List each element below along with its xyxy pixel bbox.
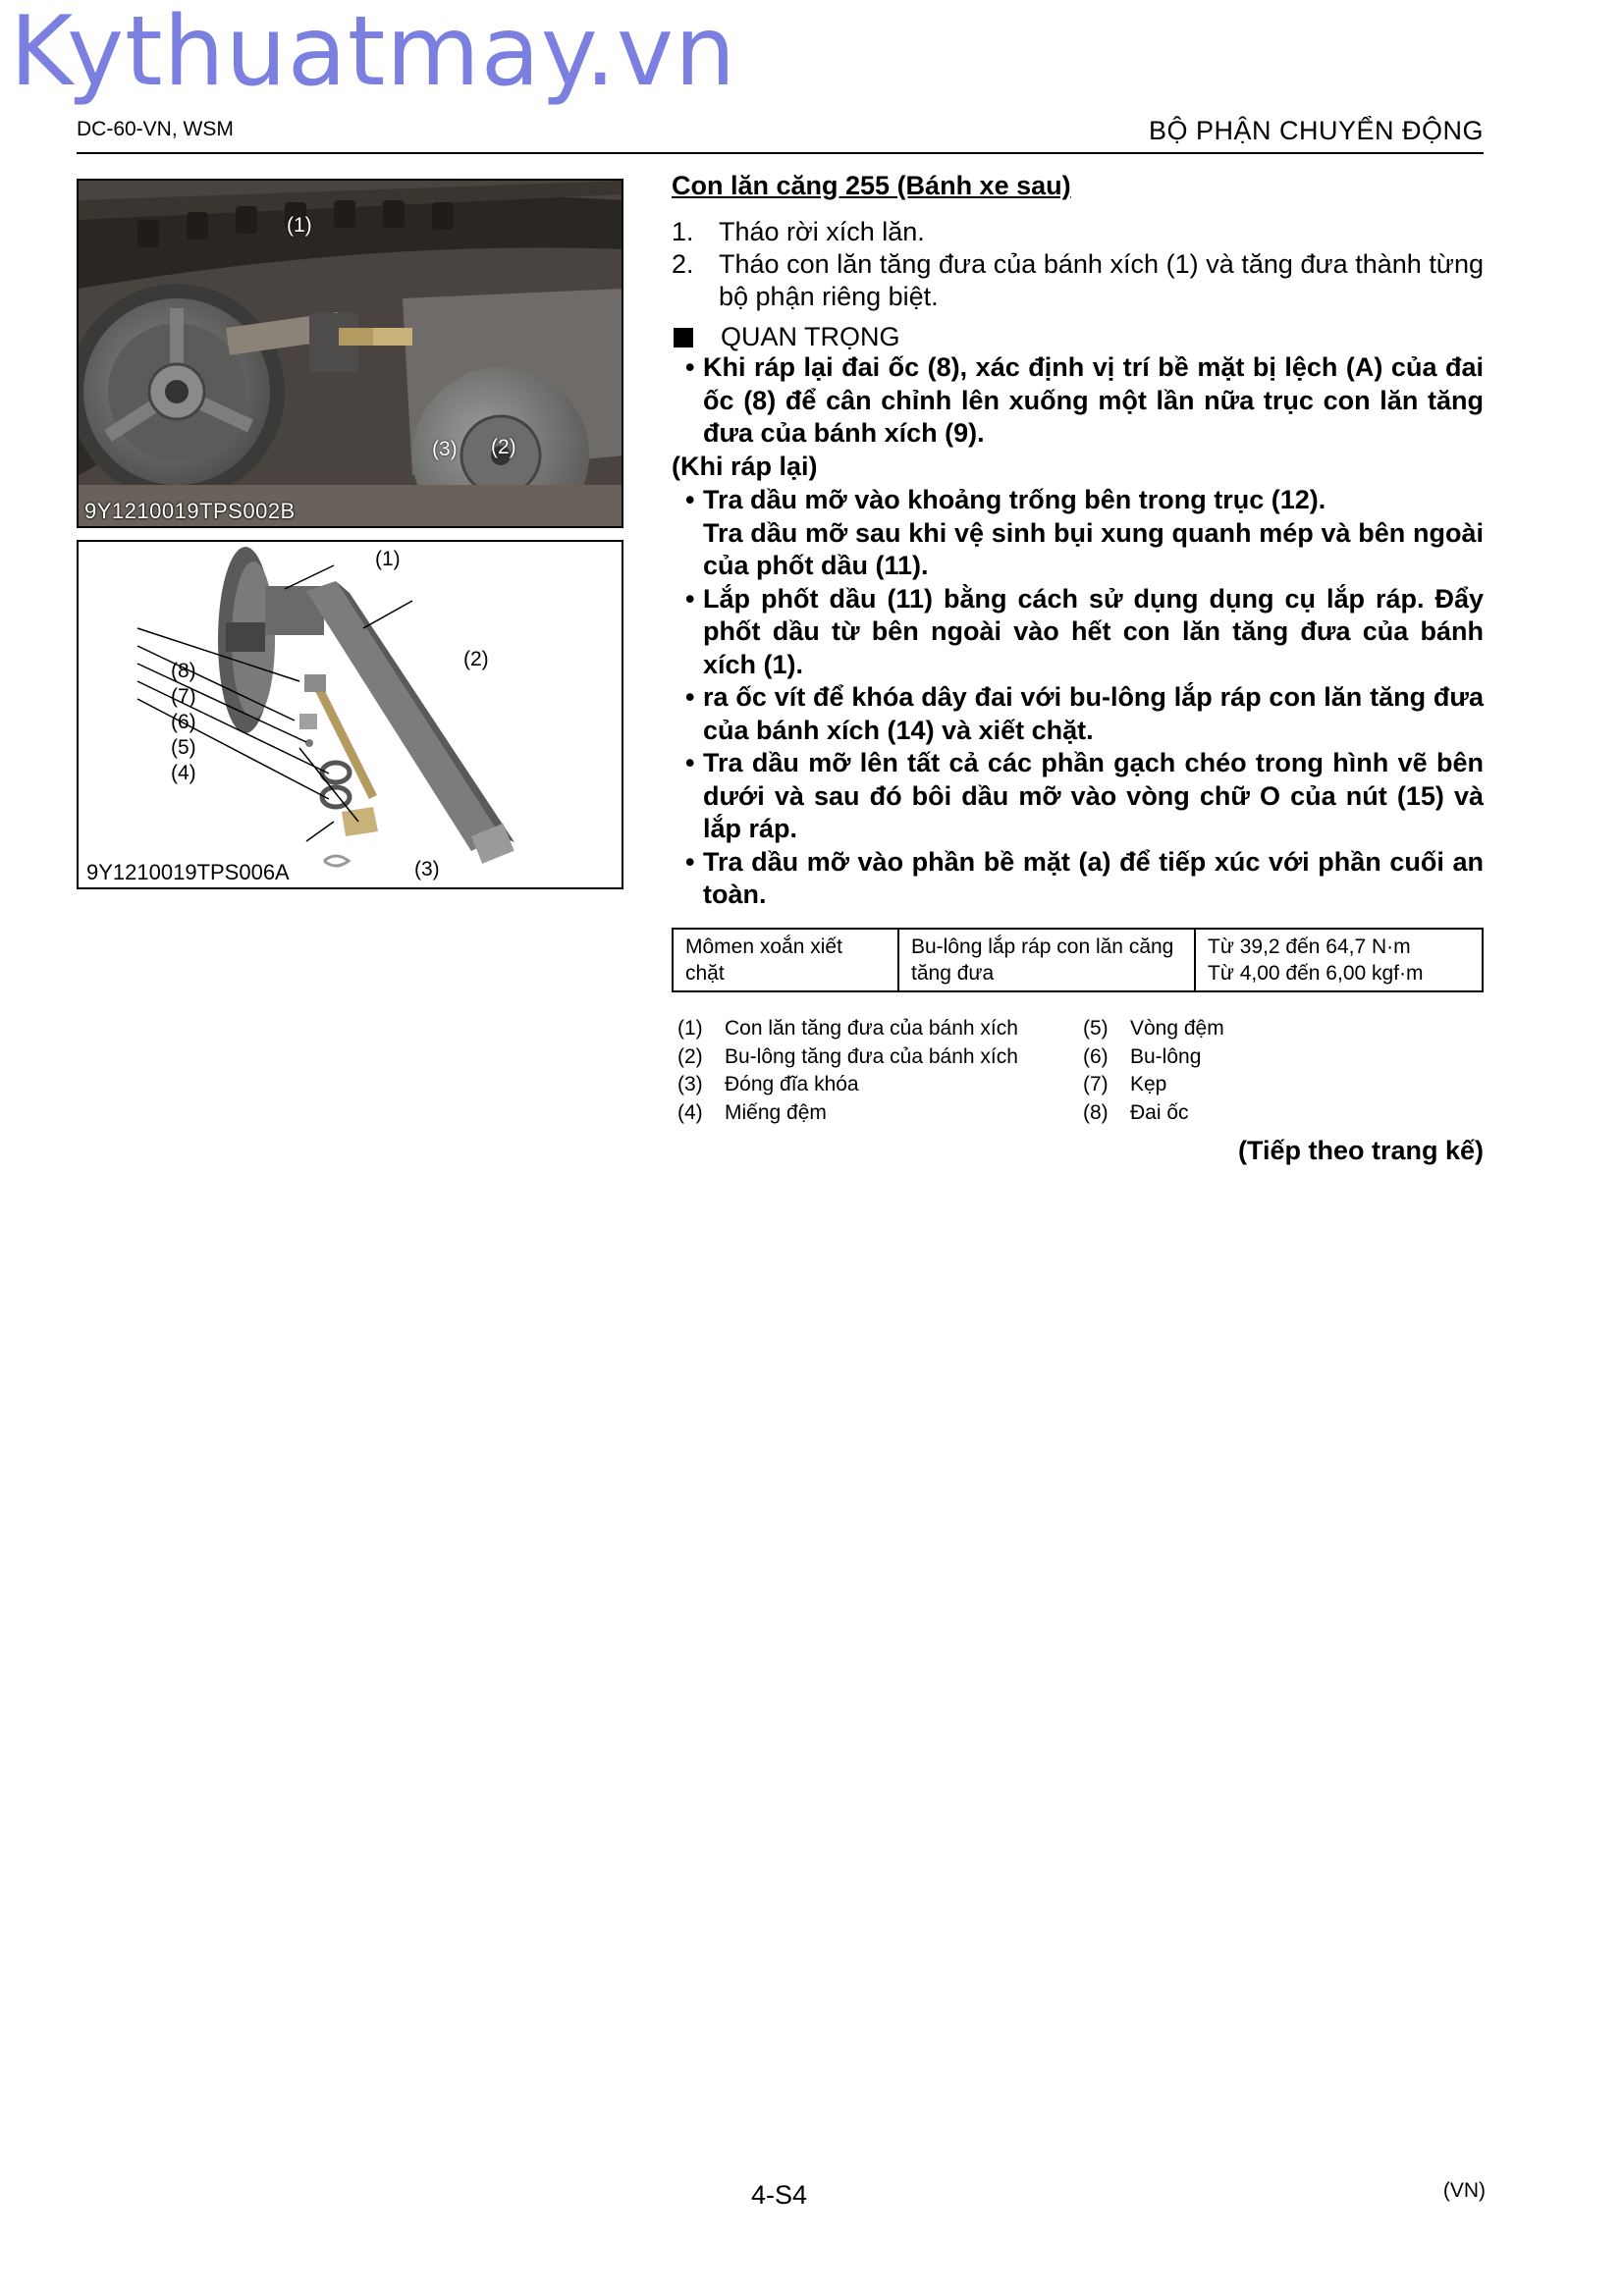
header-rule [77, 152, 1484, 154]
page-number: 4-S4 [751, 2180, 808, 2210]
legend-text: Vòng đệm [1130, 1017, 1224, 1040]
important-square-icon [674, 328, 693, 347]
bullet-continuation-text: Tra dầu mỡ sau khi vệ sinh bụi xung quanh mép và bên ngoài của phốt dầu (11). [703, 517, 1484, 580]
legend-text: Miếng đệm [725, 1100, 827, 1124]
torque-row [673, 929, 1483, 991]
bullet-text: Tra dầu mỡ lên tất cả các phần gạch chéo trong hình vẽ bên dưới và sau đó bôi dầu mỡ vào vòng chữ O của nút (15) và lắp ráp. [703, 748, 1484, 843]
photo-label-3: (3) [432, 438, 458, 460]
bullet-item: • ra ốc vít để khóa dây đai với bu-lông lắp ráp con lăn tăng đưa của bánh xích (14) và xiết chặt. [672, 681, 1484, 747]
step-number: 1. [672, 217, 694, 246]
legend-item [1083, 1099, 1224, 1128]
section-title: BỘ PHẬN CHUYỂN ĐỘNG [1148, 116, 1484, 145]
bullet-text: Khi ráp lại đai ốc (8), xác định vị trí bề mặt bị lệch (A) của đai ốc (8) để cân chỉnh lên xuống một lần nữa trục con lăn tăng đưa của bánh xích (9). [703, 352, 1484, 448]
torque-value-nm: Từ 39,2 đến 64,7 N·m [1208, 935, 1411, 958]
bullet-continuation [672, 517, 1484, 583]
legend-item [1083, 1015, 1224, 1043]
drawing-label-2: (2) [463, 648, 489, 670]
legend-text: Bu-lông [1130, 1044, 1202, 1068]
important-bullets [672, 351, 1484, 451]
legend-number: (8) [1083, 1100, 1109, 1124]
legend-number: (1) [677, 1017, 703, 1040]
important-heading [672, 322, 1484, 352]
bullet-text: Lắp phốt dầu (11) bằng cách sử dụng dụng cụ lắp ráp. Đẩy phốt dầu từ bên ngoài vào hết con lăn tăng đưa của bánh xích (1). [703, 583, 1484, 679]
photo-figure [77, 179, 623, 528]
continued-note: (Tiếp theo trang kế) [1237, 1136, 1484, 1165]
torque-item-cell: Bu-lông lắp ráp con lăn căng tăng đưa [898, 929, 1195, 991]
legend-number: (3) [677, 1073, 703, 1095]
bullet-item: • Khi ráp lại đai ốc (8), xác định vị trí bề mặt bị lệch (A) của đai ốc (8) để cân chỉnh lên xuống một lần nữa trục con lăn tăng đưa của bánh xích (9). [672, 351, 1484, 451]
legend-number: (7) [1083, 1073, 1109, 1095]
photo-illustration [79, 181, 623, 528]
legend-text: Con lăn tăng đưa của bánh xích [725, 1017, 1018, 1040]
section-heading: Con lăn căng 255 (Bánh xe sau) [672, 171, 1071, 200]
reassembly-bullets [672, 484, 1484, 912]
bullet-item: • Tra dầu mỡ vào khoảng trống bên trong trục (12). [672, 484, 1484, 517]
legend-text: Đai ốc [1130, 1100, 1189, 1124]
bullet-text: ra ốc vít để khóa dây đai với bu-lông lắp ráp con lăn tăng đưa của bánh xích (14) và xiết chặt. [703, 682, 1484, 745]
drawing-label-3: (3) [414, 858, 440, 881]
torque-table [672, 928, 1484, 992]
legend-item [677, 1015, 1018, 1043]
bullet-text: Tra dầu mỡ vào phần bề mặt (a) để tiếp xúc với phần cuối an toàn. [703, 846, 1484, 909]
legend-text: Bu-lông tăng đưa của bánh xích [725, 1044, 1018, 1068]
legend-left [677, 1015, 1018, 1127]
legend-number: (5) [1083, 1017, 1109, 1040]
photo-label-1: (1) [287, 214, 312, 237]
photo-label-2: (2) [491, 436, 516, 458]
legend-number: (4) [677, 1100, 703, 1124]
bullet-text: Tra dầu mỡ vào khoảng trống bên trong trục (12). [703, 485, 1326, 514]
language-tag: (VN) [1442, 2179, 1486, 2202]
drawing-label-8: (8) [171, 660, 196, 682]
torque-label-cell: Mômen xoắn xiết chặt [673, 929, 898, 991]
step-text: Tháo rời xích lăn. [719, 217, 925, 246]
doc-code: DC-60-VN, WSM [77, 118, 234, 140]
bullet-item: • Tra dầu mỡ lên tất cả các phần gạch chéo trong hình vẽ bên dưới và sau đó bôi dầu mỡ vào vòng chữ O của nút (15) và lắp ráp. [672, 747, 1484, 846]
step-item [672, 248, 1484, 313]
bullet-item: • Lắp phốt dầu (11) bằng cách sử dụng dụng cụ lắp ráp. Đẩy phốt dầu từ bên ngoài vào hết con lăn tăng đưa của bánh xích (1). [672, 583, 1484, 682]
reassembly-heading: (Khi ráp lại) [672, 452, 818, 481]
drawing-label-5: (5) [171, 736, 196, 759]
legend-number: (2) [677, 1044, 703, 1068]
legend-right [1083, 1015, 1224, 1127]
legend-number: (6) [1083, 1044, 1109, 1068]
step-number: 2. [672, 249, 694, 279]
exploded-drawing-figure [77, 540, 623, 889]
legend-item [677, 1043, 1018, 1072]
drawing-label-4: (4) [171, 762, 196, 784]
important-label: QUAN TRỌNG [721, 322, 900, 351]
drawing-illustration [79, 542, 623, 889]
photo-ref-code: 9Y1210019TPS002B [84, 499, 296, 523]
legend-text: Kẹp [1130, 1073, 1167, 1095]
legend-item [677, 1071, 1018, 1099]
steps-list [672, 216, 1484, 313]
watermark: Kythuatmay.vn [10, 0, 737, 108]
legend-text: Đóng đĩa khóa [725, 1073, 859, 1095]
bullet-item: • Tra dầu mỡ vào phần bề mặt (a) để tiếp xúc với phần cuối an toàn. [672, 846, 1484, 912]
drawing-label-7: (7) [171, 685, 196, 708]
step-item [672, 216, 1484, 248]
step-text: Tháo con lăn tăng đưa của bánh xích (1) và tăng đưa thành từng bộ phận riêng biệt. [719, 249, 1484, 311]
drawing-ref-code: 9Y1210019TPS006A [86, 860, 290, 884]
drawing-label-1: (1) [375, 548, 401, 570]
legend-item [1083, 1071, 1224, 1099]
legend-item [677, 1099, 1018, 1128]
torque-value-cell [1195, 929, 1483, 991]
torque-value-kgf: Từ 4,00 đến 6,00 kgf·m [1208, 962, 1424, 985]
drawing-label-6: (6) [171, 711, 196, 733]
legend-item [1083, 1043, 1224, 1072]
